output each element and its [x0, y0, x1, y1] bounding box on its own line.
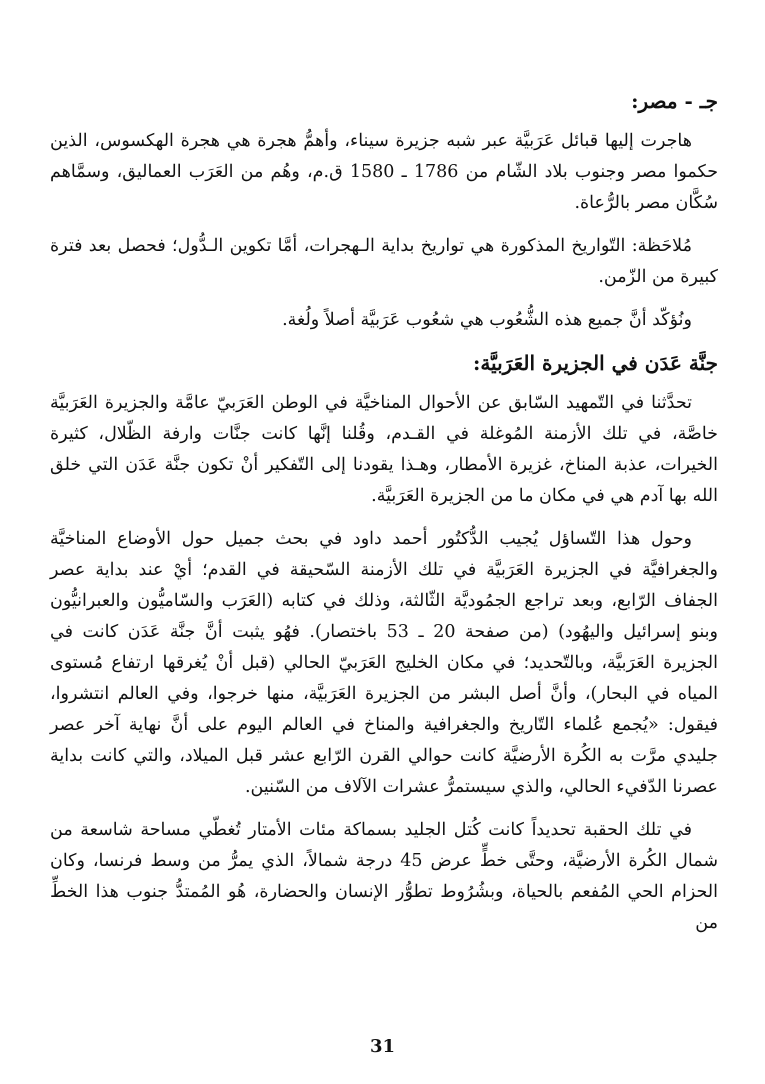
egypt-paragraph: هاجرت إليها قبائل عَرَبيَّة عبر شبه جزيرة سيناء، وأهمُّ هجرة هي هجرة الهكسوس، الذين حكموا مصر وجنوب بلاد الشّام من 1786 ـ 1580 ق.م، وهُم من العَرَب العماليق، وسمَّاهم سُكَّان مصر بالرُّعاة. — [50, 131, 719, 213]
page-number: 31 — [369, 1036, 396, 1057]
egypt-heading: جـ - مصر: — [631, 89, 718, 113]
note-text: التّواريخ المذكورة هي تواريخ بداية الـهجرات، أمَّا تكوين الـدُّول؛ فحصل بعد فترة كبيرة من الزّمن. — [50, 236, 718, 287]
eden-paragraph-2: وحول هذا التّساؤل يُجيب الدُّكتُور أحمد داود في بحث جميل حول الأوضاع المناخيَّة والجغرافيَّة في الجزيرة العَرَبيَّة في تلك الأزمنة السّحيقة في القدم؛ أيْ عند بداية عصر الجفاف الرّابع، وبعد تراجع الجمُوديَّة الثّالثة، وذلك في كتابه (العَرَب والسّاميُّون والعبرانيُّون وبنو إسرائيل واليهُود) (من صفحة 20 ـ 53 باختصار). فهُو يثبت أنَّ جنَّة عَدَن كانت في الجزيرة العَرَبيَّة، وبالتّحديد؛ في مكان الخليج العَرَبيّ الحالي (قبل أنْ يُغرقها ارتفاع مُستوى المياه في البحار)، وأنَّ أصل البشر من الجزيرة العَرَبيَّة، منها خرجوا، وفي العالم انتشروا، فيقول: «يُجمع عُلماء التّاريخ والجغرافية والمناخ في العالم اليوم على أنَّ نهاية آخر عصر جليدي مرَّت به الكُرة الأرضيَّة كانت حوالي القرن الرّابع عشر قبل الميلاد، والتي كانت بداية عصرنا الدّفيء الحالي، والذي سيستمرُّ عشرات الآلاف من السّنين. — [50, 529, 718, 797]
eden-paragraph-3: في تلك الحقبة تحديداً كانت كُتل الجليد بسماكة مئات الأمتار تُغطّي مساحة شاسعة من شمال الكُرة الأرضيَّة، وحتَّى خطٍّ عرض 45 درجة شمالاً، الذي يمرُّ من وسط فرنسا، وكان الحزام الحي المُفعم بالحياة، وبشُرُوط تطوُّر الإنسان والحضارة، هُو المُمتدُّ جنوب هذا الخطِّ من — [50, 820, 719, 933]
note-label: مُلاحَظة: — [631, 236, 692, 256]
eden-heading: جنَّة عَدَن في الجزيرة العَرَبيَّة: — [472, 351, 718, 375]
eden-paragraph-1: تحدَّثنا في التّمهيد السّابق عن الأحوال المناخيَّة في الوطن العَرَبيّ عامَّة والجزيرة العَرَبيَّة خاصَّة، في تلك الأزمنة المُوغلة في القـدم، وقُلنا إنَّها كانت جنَّات وارفة الظّلال، كثيرة الخيرات، عذبة المناخ، غزيرة الأمطار، وهـذا يقودنا إلى التّفكير أنْ تكون جنَّة عَدَن التي خلق الله بها آدم هي في مكان ما من الجزيرة العَرَبيَّة. — [50, 393, 718, 506]
affirm-paragraph: ونُؤكّد أنَّ جميع هذه الشُّعُوب هي شعُوب عَرَبيَّة أصلاً ولُغة. — [282, 310, 692, 330]
note-paragraph — [50, 231, 718, 293]
